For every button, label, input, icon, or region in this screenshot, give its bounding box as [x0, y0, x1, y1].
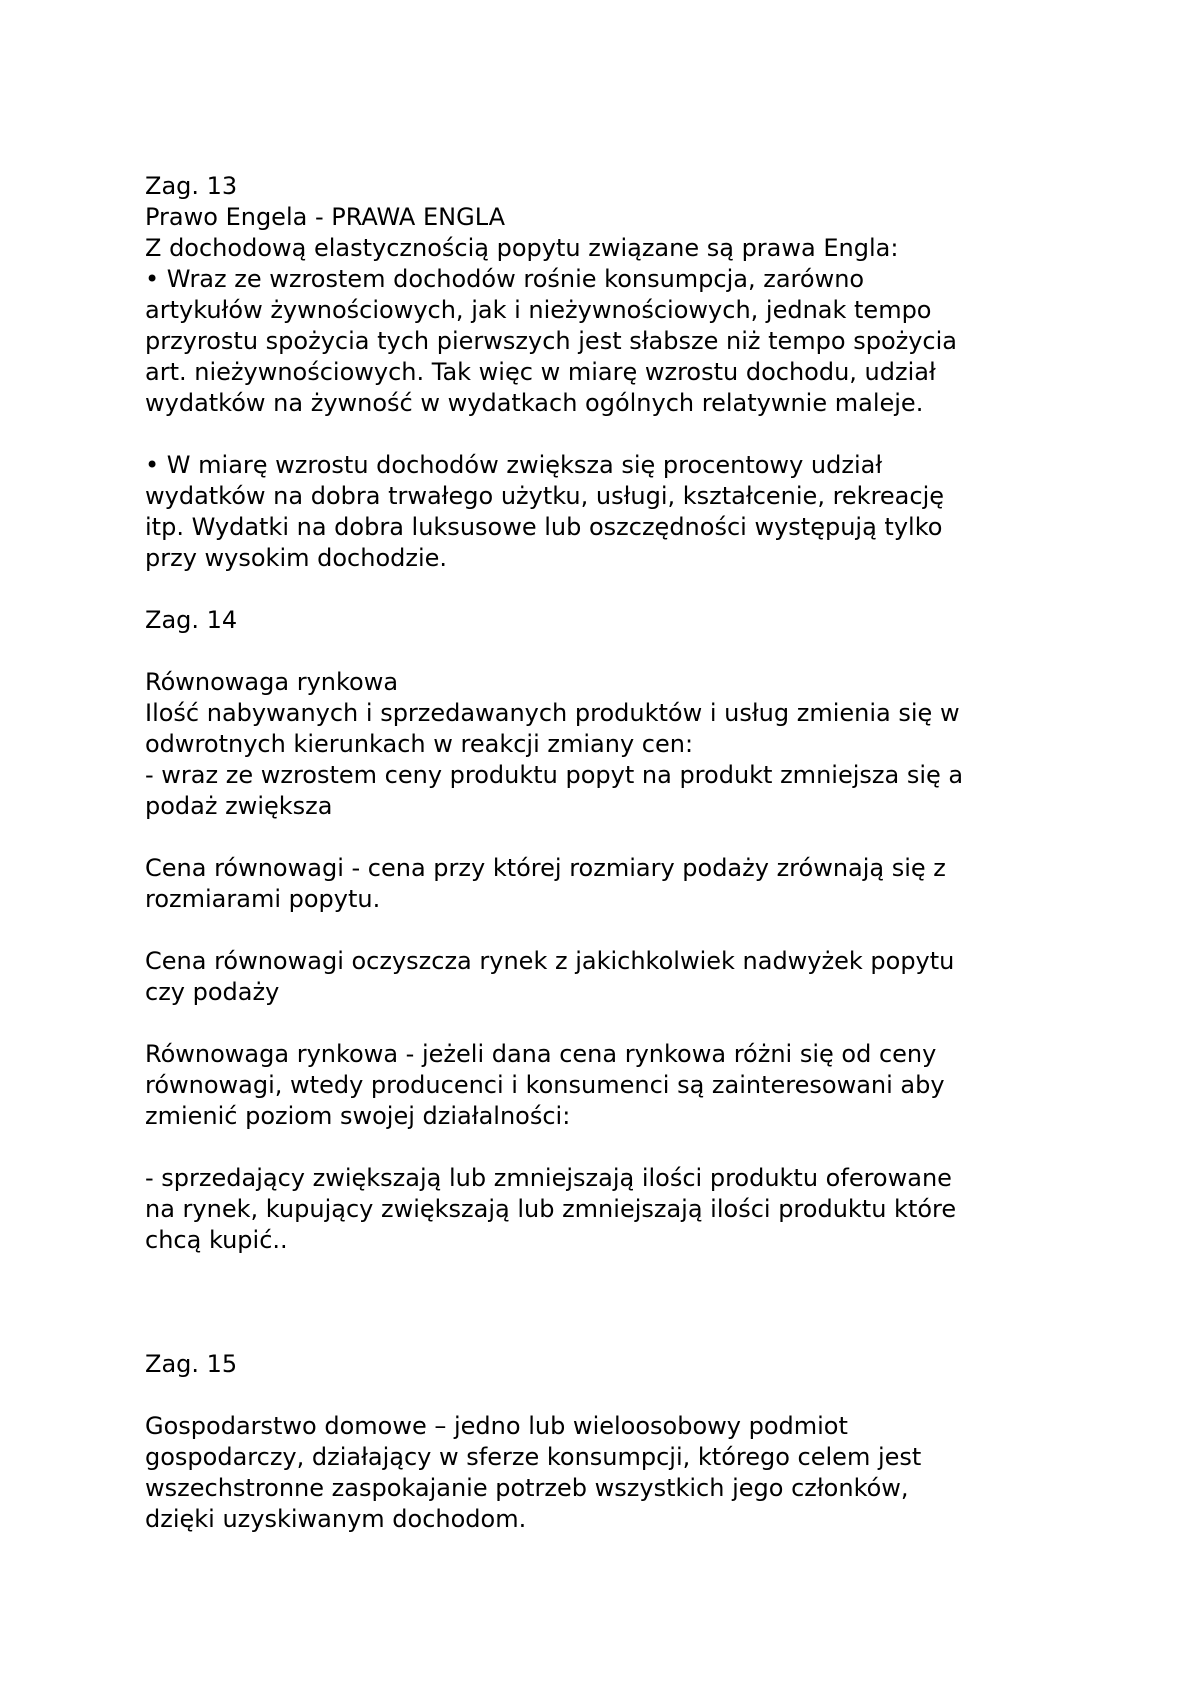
- paragraph-line: przyrostu spożycia tych pierwszych jest słabsze niż tempo spożycia: [145, 327, 957, 355]
- paragraph-line: rozmiarami popytu.: [145, 885, 381, 913]
- section-title: Równowaga rynkowa: [145, 668, 399, 696]
- paragraph-line: na rynek, kupujący zwiększają lub zmniejszają ilości produktu które: [145, 1195, 957, 1223]
- paragraph-line: • Wraz ze wzrostem dochodów rośnie konsumpcja, zarówno: [145, 265, 865, 293]
- paragraph: [145, 946, 1075, 1008]
- section-13: [145, 171, 1075, 574]
- paragraph-line: Cena równowagi oczyszcza rynek z jakichkolwiek nadwyżek popytu: [145, 947, 955, 975]
- paragraph-line: odwrotnych kierunkach w reakcji zmiany cen:: [145, 730, 694, 758]
- bullet-paragraph: [145, 264, 1075, 419]
- section-14: [145, 605, 1075, 1256]
- paragraph-line: - sprzedający zwiększają lub zmniejszają ilości produktu oferowane: [145, 1164, 952, 1192]
- paragraph: [145, 853, 1075, 915]
- paragraph-line: chcą kupić..: [145, 1226, 288, 1254]
- paragraph-line: zmienić poziom swojej działalności:: [145, 1102, 571, 1130]
- paragraph-line: przy wysokim dochodzie.: [145, 544, 448, 572]
- paragraph: [145, 698, 1075, 822]
- spacer: [145, 1256, 1075, 1349]
- paragraph: [145, 1411, 1075, 1535]
- bullet-paragraph: [145, 450, 1075, 574]
- section-heading: Zag. 14: [145, 606, 238, 634]
- paragraph: [145, 1163, 1075, 1256]
- paragraph-line: artykułów żywnościowych, jak i nieżywnościowych, jednak tempo: [145, 296, 932, 324]
- paragraph: [145, 1039, 1075, 1132]
- paragraph-line: wszechstronne zaspokajanie potrzeb wszystkich jego członków,: [145, 1474, 909, 1502]
- document-page: [145, 171, 1075, 1535]
- paragraph-line: dzięki uzyskiwanym dochodom.: [145, 1505, 527, 1533]
- section-heading: Zag. 15: [145, 1350, 238, 1378]
- paragraph-line: Cena równowagi - cena przy której rozmiary podaży zrównają się z: [145, 854, 946, 882]
- paragraph-line: • W miarę wzrostu dochodów zwiększa się procentowy udział: [145, 451, 883, 479]
- paragraph-line: równowagi, wtedy producenci i konsumenci są zainteresowani aby: [145, 1071, 945, 1099]
- paragraph-line: itp. Wydatki na dobra luksusowe lub oszczędności występują tylko: [145, 513, 943, 541]
- spacer: [145, 419, 1075, 450]
- paragraph-line: art. nieżywnościowych. Tak więc w miarę wzrostu dochodu, udział: [145, 358, 936, 386]
- paragraph-line: Ilość nabywanych i sprzedawanych produktów i usług zmienia się w: [145, 699, 960, 727]
- paragraph-line: gospodarczy, działający w sferze konsumpcji, którego celem jest: [145, 1443, 922, 1471]
- paragraph-line: Równowaga rynkowa - jeżeli dana cena rynkowa różni się od ceny: [145, 1040, 937, 1068]
- spacer: [145, 1008, 1075, 1039]
- section-heading: Zag. 13: [145, 172, 238, 200]
- section-15: [145, 1349, 1075, 1535]
- paragraph-line: Z dochodową elastycznością popytu związane są prawa Engla:: [145, 234, 899, 262]
- paragraph-line: - wraz ze wzrostem ceny produktu popyt na produkt zmniejsza się a: [145, 761, 964, 789]
- section-title: Prawo Engela - PRAWA ENGLA: [145, 203, 506, 231]
- spacer: [145, 1132, 1075, 1163]
- spacer: [145, 636, 1075, 667]
- spacer: [145, 1380, 1075, 1411]
- paragraph-line: wydatków na żywność w wydatkach ogólnych relatywnie maleje.: [145, 389, 924, 417]
- paragraph-line: Gospodarstwo domowe – jedno lub wieloosobowy podmiot: [145, 1412, 848, 1440]
- spacer: [145, 822, 1075, 853]
- paragraph-line: wydatków na dobra trwałego użytku, usługi, kształcenie, rekreację: [145, 482, 945, 510]
- paragraph-line: podaż zwiększa: [145, 792, 333, 820]
- paragraph-line: czy podaży: [145, 978, 280, 1006]
- spacer: [145, 574, 1075, 605]
- spacer: [145, 915, 1075, 946]
